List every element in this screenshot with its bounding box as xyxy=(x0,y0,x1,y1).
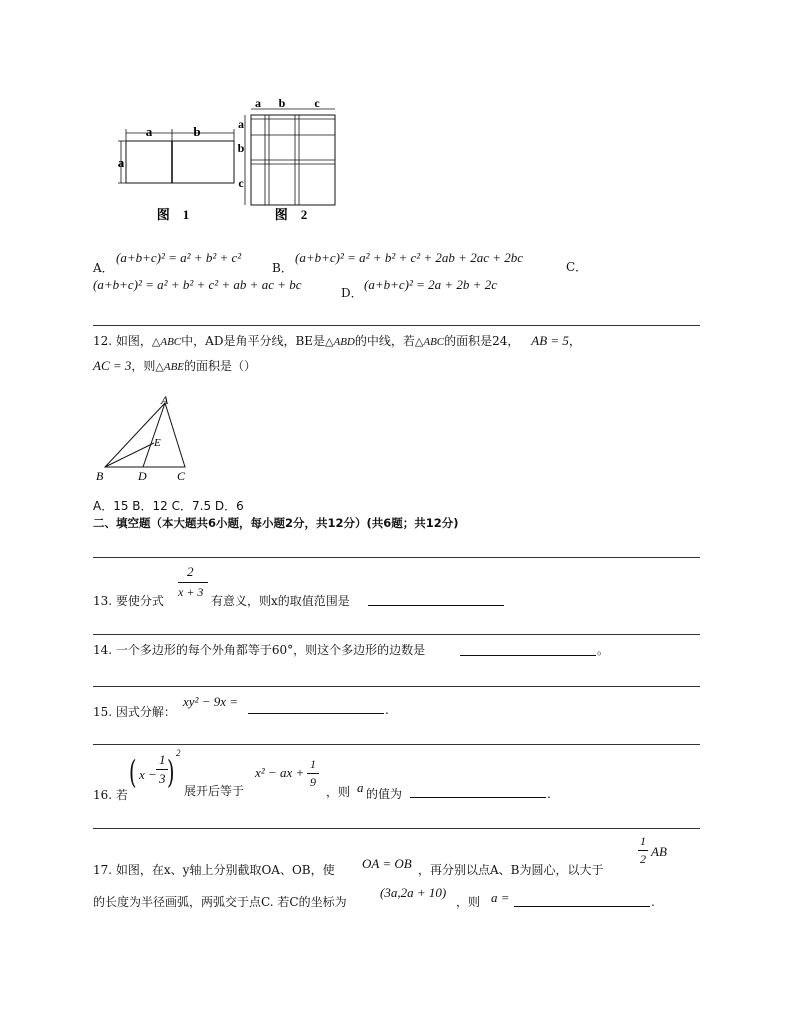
divider xyxy=(93,686,700,687)
q16-math-2: x² − ax + xyxy=(255,765,305,780)
q15-answer-blank[interactable] xyxy=(248,713,384,714)
q14-end: 。 xyxy=(597,643,610,657)
q17-half-den: 2 xyxy=(640,852,646,866)
q16-text-2: 展开后等于 xyxy=(184,784,245,798)
q12-text-1: 12. 如图， xyxy=(93,334,152,348)
q14-answer-blank[interactable] xyxy=(460,655,596,656)
q13-fraction-num: 2 xyxy=(187,564,194,579)
tri-label-c: C xyxy=(177,469,186,483)
q12-text-6: ，则 xyxy=(131,359,156,373)
q12-math-ab: AB = 5 xyxy=(531,333,569,348)
q16-frac2-den: 9 xyxy=(310,775,316,789)
q17-math-oa-ob: OA = OB xyxy=(362,856,412,871)
fig2-top-c-label: c xyxy=(314,96,320,110)
q15-math: xy² − 9x = xyxy=(183,694,239,709)
q11-option-c-formula: (a+b+c)² = a² + b² + c² + ab + ac + bc xyxy=(93,277,302,292)
figure-1 xyxy=(118,124,234,222)
fig1-top-a-label: a xyxy=(145,124,153,139)
q12-math-ac: AC = 3 xyxy=(93,358,132,373)
q17-math-coord: (3a,2a + 10) xyxy=(380,885,447,900)
q12-text-4: 的面积是24， xyxy=(444,334,520,348)
q16-right-paren: ) xyxy=(167,753,175,791)
q16-frac2-bar xyxy=(307,773,319,774)
q17-text-3: 的长度为半径画弧，两弧交于点C. 若C的坐标为 xyxy=(93,895,347,909)
q17-math-a: a = xyxy=(491,890,510,905)
figure-1-2 xyxy=(115,95,355,225)
q12-text-3: 的中线，若 xyxy=(354,334,415,348)
q11-option-d-formula: (a+b+c)² = 2a + 2b + 2c xyxy=(364,277,497,292)
q17-text-4: ，则 xyxy=(456,895,481,909)
q15-text: 15. 因式分解： xyxy=(93,705,176,719)
q17-end: . xyxy=(651,895,655,909)
q16-exponent: 2 xyxy=(176,748,181,758)
fig1-caption: 图 1 xyxy=(156,207,190,222)
q16-left-paren: ( xyxy=(129,753,137,791)
tri-label-a: A xyxy=(161,393,169,407)
q17-half-bar xyxy=(638,850,648,851)
q16-answer-blank[interactable] xyxy=(410,797,546,798)
fig1-side-a-label: a xyxy=(117,155,125,170)
q12-options: A．15 B．12 C．7.5 D．6 xyxy=(93,499,244,513)
q16-math-a: a xyxy=(357,780,364,795)
divider xyxy=(93,557,700,558)
q11-option-a-label: A． xyxy=(93,261,114,275)
q16-end: . xyxy=(547,787,551,801)
q11-option-b-label: B． xyxy=(272,261,293,275)
q11-option-d-label: D． xyxy=(341,286,363,300)
q16-text-1: 16. 若 xyxy=(93,788,128,802)
q16-inner: x − xyxy=(139,767,157,782)
q16-frac-den: 3 xyxy=(159,771,166,786)
q16-frac2-num: 1 xyxy=(310,757,316,771)
q15-end: . xyxy=(385,703,389,717)
q17-half-num: 1 xyxy=(640,834,646,848)
divider xyxy=(93,634,700,635)
tri-label-d: D xyxy=(138,469,147,483)
q11-option-a-formula: (a+b+c)² = a² + b² + c² xyxy=(116,250,242,265)
q13-fraction-bar xyxy=(178,582,208,583)
divider xyxy=(93,744,700,745)
q12-math-abc-2: △ABC xyxy=(414,336,445,348)
q11-option-b-formula: (a+b+c)² = a² + b² + c² + 2ab + 2ac + 2bc xyxy=(295,250,524,265)
fig2-side-a-label: a xyxy=(238,117,244,131)
q12-text-7: 的面积是（） xyxy=(184,359,257,373)
q12-math-abc: △ABC xyxy=(151,336,182,348)
triangle-figure xyxy=(93,393,203,485)
figure-2 xyxy=(238,96,335,222)
q13-text-2: 有意义，则x的取值范围是 xyxy=(211,594,350,608)
q12-text-5: ， xyxy=(568,334,581,348)
q16-text-3: ，则 xyxy=(326,785,351,799)
fig2-top-b-label: b xyxy=(278,96,286,110)
q16-frac-num: 1 xyxy=(159,752,166,767)
q12-math-abd: △ABD xyxy=(325,336,355,348)
divider xyxy=(93,828,700,829)
fig2-side-c-label: c xyxy=(238,176,244,190)
fig2-caption: 图 2 xyxy=(274,207,308,222)
question-12-line-2 xyxy=(93,357,256,374)
q17-text-2: ，再分别以点A、B为圆心，以大于 xyxy=(418,863,604,877)
section-2-title: 二、填空题（本大题共6小题，每小题2分，共12分）(共6题；共12分) xyxy=(93,516,459,530)
fig2-top-a-label: a xyxy=(255,96,261,110)
q16-text-4: 的值为 xyxy=(366,787,403,801)
q11-option-c-label: C． xyxy=(566,260,588,274)
q13-text-1: 13. 要使分式 xyxy=(93,594,164,608)
tri-label-e: E xyxy=(154,437,161,449)
divider xyxy=(93,325,700,326)
tri-label-b: B xyxy=(96,469,104,483)
q12-text-2: 中，AD是角平分线，BE是 xyxy=(181,334,326,348)
q17-math-ab: AB xyxy=(651,844,667,859)
question-12 xyxy=(93,332,693,349)
q13-fraction-den: x + 3 xyxy=(178,585,204,599)
fig2-side-b-label: b xyxy=(237,141,245,155)
q13-answer-blank[interactable] xyxy=(368,605,504,606)
q14-text: 14. 一个多边形的每个外角都等于60°，则这个多边形的边数是 xyxy=(93,643,426,657)
q17-text-1: 17. 如图，在x、y轴上分别截取OA、OB，使 xyxy=(93,863,335,877)
fig1-top-b-label: b xyxy=(193,124,201,139)
q12-math-abe: △ABE xyxy=(155,361,185,373)
q17-answer-blank[interactable] xyxy=(514,906,650,907)
